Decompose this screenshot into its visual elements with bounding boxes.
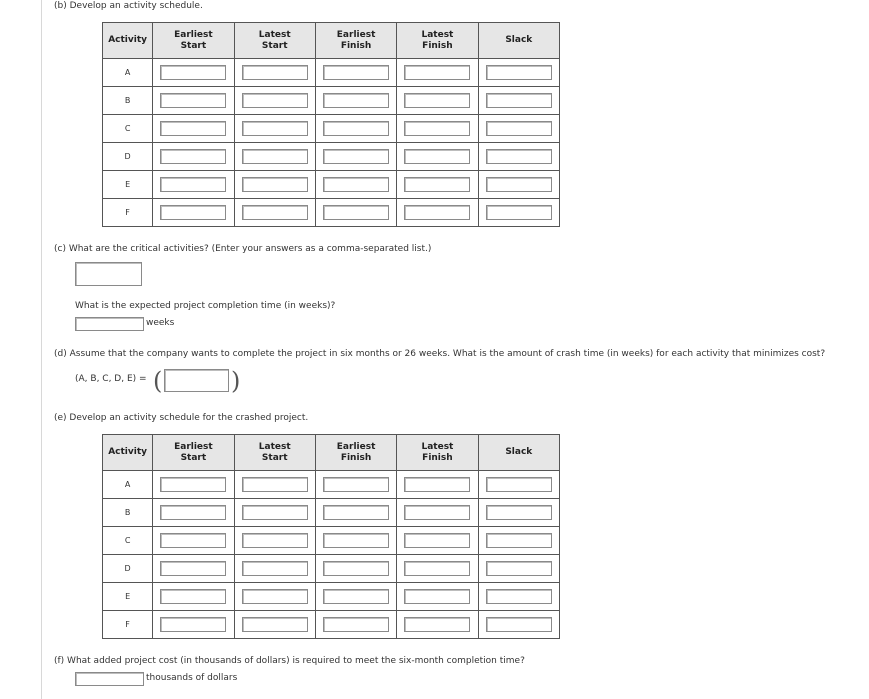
- earliest-start-input[interactable]: [160, 505, 226, 520]
- earliest-finish-input[interactable]: [323, 505, 389, 520]
- table-row: [103, 555, 560, 583]
- cell-earliest-start: [153, 87, 234, 115]
- cell-earliest-start: [153, 59, 234, 87]
- cell-latest-finish: [397, 115, 478, 143]
- cell-earliest-start: [153, 527, 234, 555]
- latest-start-input[interactable]: [242, 589, 308, 604]
- earliest-finish-input[interactable]: [323, 589, 389, 604]
- slack-input[interactable]: [486, 533, 552, 548]
- latest-finish-input[interactable]: [404, 533, 470, 548]
- cell-latest-finish: [397, 527, 478, 555]
- latest-finish-input[interactable]: [404, 617, 470, 632]
- crash-tuple-label: (A, B, C, D, E) =: [75, 374, 147, 384]
- earliest-finish-input[interactable]: [323, 149, 389, 164]
- crash-time-input[interactable]: [164, 369, 229, 392]
- cell-latest-finish: [397, 59, 478, 87]
- latest-finish-input[interactable]: [404, 505, 470, 520]
- col-activity: Activity: [103, 435, 153, 471]
- cell-slack: [478, 611, 559, 639]
- earliest-start-input[interactable]: [160, 477, 226, 492]
- slack-input[interactable]: [486, 589, 552, 604]
- earliest-start-input[interactable]: [160, 533, 226, 548]
- cell-earliest-start: [153, 199, 234, 227]
- table-row: [103, 583, 560, 611]
- earliest-finish-input[interactable]: [323, 65, 389, 80]
- cell-latest-start: [234, 171, 315, 199]
- cell-latest-finish: [397, 471, 478, 499]
- col-earliest-finish: Earliest Finish: [315, 435, 396, 471]
- cell-slack: [478, 499, 559, 527]
- table-row: [103, 171, 560, 199]
- latest-finish-input[interactable]: [404, 65, 470, 80]
- cell-latest-finish: [397, 555, 478, 583]
- activity-label: D: [103, 143, 153, 171]
- earliest-start-input[interactable]: [160, 617, 226, 632]
- col-latest-finish: Latest Finish: [397, 23, 478, 59]
- cell-slack: [478, 471, 559, 499]
- crashed-schedule-table: [102, 434, 560, 639]
- cell-latest-start: [234, 527, 315, 555]
- activity-label: B: [103, 87, 153, 115]
- cell-earliest-finish: [315, 59, 396, 87]
- earliest-finish-input[interactable]: [323, 477, 389, 492]
- cell-earliest-finish: [315, 87, 396, 115]
- latest-start-input[interactable]: [242, 533, 308, 548]
- cell-earliest-start: [153, 499, 234, 527]
- table-row: [103, 115, 560, 143]
- slack-input[interactable]: [486, 505, 552, 520]
- cell-latest-finish: [397, 171, 478, 199]
- table-row: [103, 143, 560, 171]
- cell-slack: [478, 87, 559, 115]
- latest-start-input[interactable]: [242, 561, 308, 576]
- cell-earliest-start: [153, 583, 234, 611]
- cell-slack: [478, 59, 559, 87]
- latest-start-input[interactable]: [242, 93, 308, 108]
- earliest-start-input[interactable]: [160, 177, 226, 192]
- slack-input[interactable]: [486, 93, 552, 108]
- cell-earliest-start: [153, 611, 234, 639]
- part-d-question: (d) Assume that the company wants to complete the project in six months or 26 weeks. What is the amount of crash time (in weeks) for each activity that minimizes cost?: [54, 349, 826, 359]
- cell-earliest-finish: [315, 199, 396, 227]
- latest-finish-input[interactable]: [404, 561, 470, 576]
- earliest-finish-input[interactable]: [323, 205, 389, 220]
- close-paren: ): [231, 367, 241, 395]
- cell-slack: [478, 115, 559, 143]
- slack-input[interactable]: [486, 149, 552, 164]
- cell-latest-finish: [397, 611, 478, 639]
- slack-input[interactable]: [486, 477, 552, 492]
- cell-earliest-finish: [315, 611, 396, 639]
- earliest-finish-input[interactable]: [323, 617, 389, 632]
- earliest-start-input[interactable]: [160, 65, 226, 80]
- earliest-finish-input[interactable]: [323, 93, 389, 108]
- cell-earliest-finish: [315, 171, 396, 199]
- latest-start-input[interactable]: [242, 477, 308, 492]
- activity-label: D: [103, 555, 153, 583]
- table-row: [103, 87, 560, 115]
- earliest-start-input[interactable]: [160, 93, 226, 108]
- table-row: [103, 611, 560, 639]
- latest-start-input[interactable]: [242, 617, 308, 632]
- open-paren: (: [153, 367, 163, 395]
- cell-latest-start: [234, 499, 315, 527]
- activity-label: A: [103, 471, 153, 499]
- latest-start-input[interactable]: [242, 505, 308, 520]
- table-row: [103, 199, 560, 227]
- slack-input[interactable]: [486, 121, 552, 136]
- latest-start-input[interactable]: [242, 205, 308, 220]
- cell-latest-finish: [397, 87, 478, 115]
- col-latest-finish: Latest Finish: [397, 435, 478, 471]
- cell-latest-start: [234, 611, 315, 639]
- part-f-question: (f) What added project cost (in thousands of dollars) is required to meet the six-month completion time?: [54, 656, 525, 666]
- latest-finish-input[interactable]: [404, 205, 470, 220]
- table-row: [103, 471, 560, 499]
- col-earliest-finish: Earliest Finish: [315, 23, 396, 59]
- cell-earliest-finish: [315, 555, 396, 583]
- latest-finish-input[interactable]: [404, 589, 470, 604]
- cell-slack: [478, 171, 559, 199]
- earliest-start-input[interactable]: [160, 121, 226, 136]
- cell-earliest-finish: [315, 499, 396, 527]
- cell-slack: [478, 143, 559, 171]
- cell-latest-start: [234, 59, 315, 87]
- cell-earliest-start: [153, 471, 234, 499]
- latest-start-input[interactable]: [242, 65, 308, 80]
- activity-schedule-table: [102, 22, 560, 227]
- col-latest-start: Latest Start: [234, 23, 315, 59]
- cell-earliest-finish: [315, 115, 396, 143]
- col-slack: Slack: [478, 435, 559, 471]
- left-margin-rule: [41, 0, 42, 699]
- cell-latest-start: [234, 199, 315, 227]
- cell-latest-start: [234, 143, 315, 171]
- cell-earliest-finish: [315, 143, 396, 171]
- slack-input[interactable]: [486, 617, 552, 632]
- cell-earliest-start: [153, 171, 234, 199]
- col-latest-start: Latest Start: [234, 435, 315, 471]
- earliest-finish-input[interactable]: [323, 177, 389, 192]
- latest-finish-input[interactable]: [404, 177, 470, 192]
- cell-earliest-finish: [315, 527, 396, 555]
- earliest-finish-input[interactable]: [323, 121, 389, 136]
- earliest-start-input[interactable]: [160, 561, 226, 576]
- activity-label: C: [103, 527, 153, 555]
- latest-finish-input[interactable]: [404, 93, 470, 108]
- part-e-label: (e) Develop an activity schedule for the crashed project.: [54, 413, 309, 423]
- part-b-label: (b) Develop an activity schedule.: [54, 1, 203, 11]
- slack-input[interactable]: [486, 561, 552, 576]
- latest-finish-input[interactable]: [404, 121, 470, 136]
- activity-label: B: [103, 499, 153, 527]
- slack-input[interactable]: [486, 177, 552, 192]
- latest-start-input[interactable]: [242, 121, 308, 136]
- activity-label: F: [103, 611, 153, 639]
- latest-start-input[interactable]: [242, 149, 308, 164]
- weeks-unit-label: weeks: [146, 318, 175, 328]
- col-earliest-start: Earliest Start: [153, 435, 234, 471]
- activity-label: A: [103, 59, 153, 87]
- critical-activities-input[interactable]: [75, 262, 142, 286]
- completion-time-input[interactable]: [75, 317, 144, 331]
- thousands-unit-label: thousands of dollars: [146, 673, 238, 683]
- cell-earliest-finish: [315, 471, 396, 499]
- activity-label: F: [103, 199, 153, 227]
- cell-earliest-finish: [315, 583, 396, 611]
- slack-input[interactable]: [486, 205, 552, 220]
- cell-latest-start: [234, 471, 315, 499]
- slack-input[interactable]: [486, 65, 552, 80]
- earliest-start-input[interactable]: [160, 205, 226, 220]
- cell-latest-finish: [397, 499, 478, 527]
- earliest-finish-input[interactable]: [323, 533, 389, 548]
- earliest-start-input[interactable]: [160, 589, 226, 604]
- cell-latest-start: [234, 87, 315, 115]
- cell-earliest-start: [153, 555, 234, 583]
- cell-latest-start: [234, 583, 315, 611]
- cell-slack: [478, 555, 559, 583]
- cell-slack: [478, 583, 559, 611]
- cell-earliest-start: [153, 143, 234, 171]
- cell-latest-finish: [397, 199, 478, 227]
- activity-label: E: [103, 583, 153, 611]
- latest-start-input[interactable]: [242, 177, 308, 192]
- activity-label: C: [103, 115, 153, 143]
- table-row: [103, 527, 560, 555]
- table-row: [103, 499, 560, 527]
- cell-slack: [478, 527, 559, 555]
- cell-slack: [478, 199, 559, 227]
- earliest-finish-input[interactable]: [323, 561, 389, 576]
- earliest-start-input[interactable]: [160, 149, 226, 164]
- part-c-question-2: What is the expected project completion time (in weeks)?: [75, 301, 336, 311]
- table-row: [103, 59, 560, 87]
- cell-latest-start: [234, 555, 315, 583]
- latest-finish-input[interactable]: [404, 149, 470, 164]
- col-earliest-start: Earliest Start: [153, 23, 234, 59]
- cell-latest-finish: [397, 143, 478, 171]
- part-c-question: (c) What are the critical activities? (Enter your answers as a comma-separated list.): [54, 244, 432, 254]
- col-activity: Activity: [103, 23, 153, 59]
- col-slack: Slack: [478, 23, 559, 59]
- cell-earliest-start: [153, 115, 234, 143]
- added-cost-input[interactable]: [75, 672, 144, 686]
- cell-latest-start: [234, 115, 315, 143]
- activity-label: E: [103, 171, 153, 199]
- cell-latest-finish: [397, 583, 478, 611]
- latest-finish-input[interactable]: [404, 477, 470, 492]
